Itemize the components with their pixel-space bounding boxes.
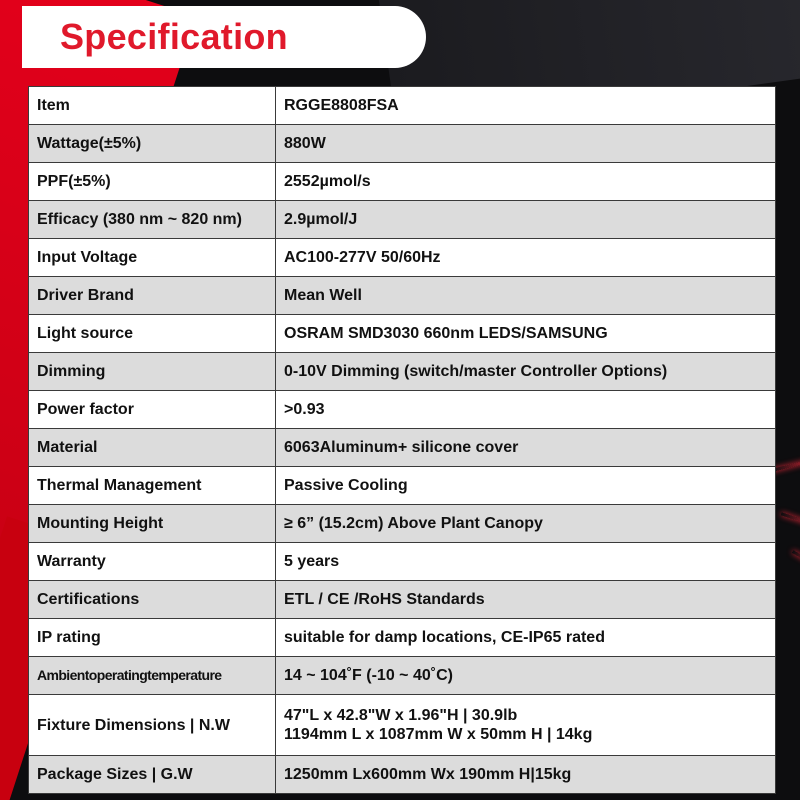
table-row bbox=[29, 239, 776, 277]
table-row bbox=[29, 277, 776, 315]
table-row bbox=[29, 581, 776, 619]
spec-label: Item bbox=[29, 87, 276, 125]
spec-label: Certifications bbox=[29, 581, 276, 619]
spec-value: 1250mm Lx600mm Wx 190mm H|15kg bbox=[276, 756, 776, 794]
table-row bbox=[29, 695, 776, 756]
spec-value-line-2: 1194mm L x 1087mm W x 50mm H | 14kg bbox=[284, 726, 593, 743]
spec-value: AC100-277V 50/60Hz bbox=[276, 239, 776, 277]
spec-value: Passive Cooling bbox=[276, 467, 776, 505]
spec-label: Input Voltage bbox=[29, 239, 276, 277]
table-row bbox=[29, 353, 776, 391]
title-banner bbox=[22, 6, 426, 68]
spec-table bbox=[28, 86, 776, 794]
spec-value: 2552µmol/s bbox=[276, 163, 776, 201]
spec-label: Driver Brand bbox=[29, 277, 276, 315]
spec-label: Ambientoperatingtemperature bbox=[29, 657, 276, 695]
spec-label: Material bbox=[29, 429, 276, 467]
spec-label: Mounting Height bbox=[29, 505, 276, 543]
table-row bbox=[29, 756, 776, 794]
spec-label: Thermal Management bbox=[29, 467, 276, 505]
table-row bbox=[29, 429, 776, 467]
spec-label: Power factor bbox=[29, 391, 276, 429]
spec-value-multiline bbox=[276, 695, 776, 756]
table-row bbox=[29, 467, 776, 505]
table-row bbox=[29, 201, 776, 239]
spec-value: OSRAM SMD3030 660nm LEDS/SAMSUNG bbox=[276, 315, 776, 353]
spec-value: 880W bbox=[276, 125, 776, 163]
table-row bbox=[29, 163, 776, 201]
spec-label: Fixture Dimensions | N.W bbox=[29, 695, 276, 756]
table-row bbox=[29, 543, 776, 581]
spec-label: Warranty bbox=[29, 543, 276, 581]
spec-label: Package Sizes | G.W bbox=[29, 756, 276, 794]
spec-label: IP rating bbox=[29, 619, 276, 657]
table-row bbox=[29, 315, 776, 353]
page-title: Specification bbox=[60, 16, 288, 57]
table-row bbox=[29, 87, 776, 125]
spec-value: suitable for damp locations, CE-IP65 rated bbox=[276, 619, 776, 657]
table-row bbox=[29, 619, 776, 657]
red-light-streak bbox=[781, 512, 800, 530]
spec-value: ETL / CE /RoHS Standards bbox=[276, 581, 776, 619]
spec-value: 0-10V Dimming (switch/master Controller Options) bbox=[276, 353, 776, 391]
spec-label: PPF(±5%) bbox=[29, 163, 276, 201]
spec-value: 2.9µmol/J bbox=[276, 201, 776, 239]
table-row bbox=[29, 657, 776, 695]
red-light-streak bbox=[792, 550, 800, 573]
spec-value: Mean Well bbox=[276, 277, 776, 315]
spec-value-line-1: 47"L x 42.8"W x 1.96"H | 30.9lb bbox=[284, 707, 518, 724]
spec-value: 5 years bbox=[276, 543, 776, 581]
spec-label: Wattage(±5%) bbox=[29, 125, 276, 163]
spec-label: Efficacy (380 nm ~ 820 nm) bbox=[29, 201, 276, 239]
spec-label: Dimming bbox=[29, 353, 276, 391]
spec-value: 14 ~ 104˚F (-10 ~ 40˚C) bbox=[276, 657, 776, 695]
spec-value: 6063Aluminum+ silicone cover bbox=[276, 429, 776, 467]
table-row bbox=[29, 505, 776, 543]
spec-label: Light source bbox=[29, 315, 276, 353]
spec-value: >0.93 bbox=[276, 391, 776, 429]
spec-value: RGGE8808FSA bbox=[276, 87, 776, 125]
table-row bbox=[29, 125, 776, 163]
table-row bbox=[29, 391, 776, 429]
spec-value: ≥ 6” (15.2cm) Above Plant Canopy bbox=[276, 505, 776, 543]
